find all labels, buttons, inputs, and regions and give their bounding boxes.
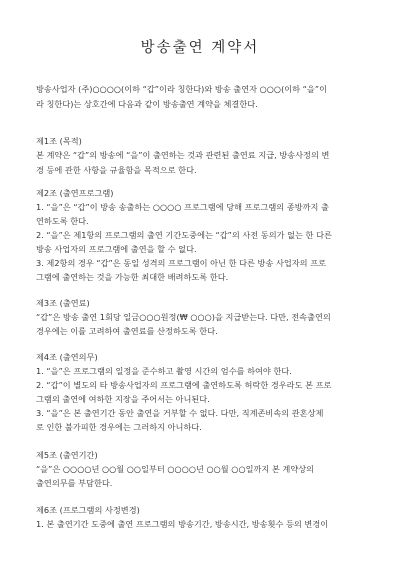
article-heading: 제5조 (출연기간) bbox=[36, 450, 98, 460]
article-heading: 제4조 (출연의무) bbox=[36, 352, 98, 362]
article-text: 그램의 출연에 여하한 지장을 주어서는 아니된다. bbox=[36, 394, 210, 404]
intro-line: 방송사업자 (주)○○○○(이하 “갑”이라 칭한다)와 방송 출연자 ○○○(이하 “을”이 bbox=[36, 84, 327, 94]
article-text: 1. “을”은 프로그램의 일정을 준수하고 촬영 시간의 엄수를 하여야 한다. bbox=[36, 366, 292, 376]
article-heading: 제3조 (출연료) bbox=[36, 298, 90, 308]
article-text: 방송 사업자의 프로그램에 출연을 할 수 없다. bbox=[36, 244, 197, 254]
article-text: 2. “을”은 제1항의 프로그램의 출연 기간도중에는 “갑”의 사전 동의가 없는 한 다른 bbox=[36, 230, 332, 240]
article-heading: 제2조 (출연프로그램) bbox=[36, 188, 114, 198]
article-text: 본 계약은 “갑”의 방송에 “을”이 출연하는 것과 관련된 출연료 지급, 방송사정의 변 bbox=[36, 150, 330, 160]
article-text: 그램에 출연하는 것을 가능한 최대한 배려하도록 한다. bbox=[36, 272, 229, 282]
article-text: 연하도록 한다. bbox=[36, 216, 89, 226]
article-text: 경우에는 이를 고려하여 출연료를 산정하도록 한다. bbox=[36, 326, 218, 336]
article-text: 3. 제2항의 경우 “갑”은 동일 성격의 프로그램이 아닌 한 다른 방송 사업자의 프로 bbox=[36, 258, 327, 268]
article-text: 출연의무를 부담한다. bbox=[36, 478, 113, 488]
article-text: “을”은 ○○○○년 ○○월 ○○일부터 ○○○○년 ○○월 ○○일까지 본 계약상의 bbox=[36, 464, 315, 474]
article-text: 로 인한 불가피한 경우에는 그러하지 아니하다. bbox=[36, 422, 202, 432]
article-heading: 제1조 (목적) bbox=[36, 136, 82, 146]
article-text: 1. “을”은 “갑”이 방송 송출하는 ○○○○ 프로그램에 당해 프로그램의 종방까지 출 bbox=[36, 202, 329, 212]
document-title: 방송출연 계약서 bbox=[140, 40, 260, 56]
article-text: 경 등에 관한 사항을 규율함을 목적으로 한다. bbox=[36, 165, 197, 175]
intro-line: 라 칭한다)는 상호간에 다음과 같이 방송출연 계약을 체결한다. bbox=[36, 99, 258, 109]
article-text: “갑”은 방송 출연 1회당 일금○○○원정(₩ ○○○)을 지급받는다. 다만, 전속출연의 bbox=[36, 312, 331, 322]
article-text: 2. “갑”이 별도의 타 방송사업자의 프로그램에 출연하도록 허락한 경우라도 본 프로 bbox=[36, 380, 332, 390]
article-text: 1. 본 출연기간 도중에 출연 프로그램의 방송기간, 방송시간, 방송횟수 등의 변경이 bbox=[36, 519, 329, 529]
article-text: 3. “을”은 본 출연기간 동안 출연을 거부할 수 없다. 다만, 직계존비속의 관혼상제 bbox=[36, 408, 324, 418]
article-heading: 제6조 (프로그램의 사정변경) bbox=[36, 505, 140, 515]
